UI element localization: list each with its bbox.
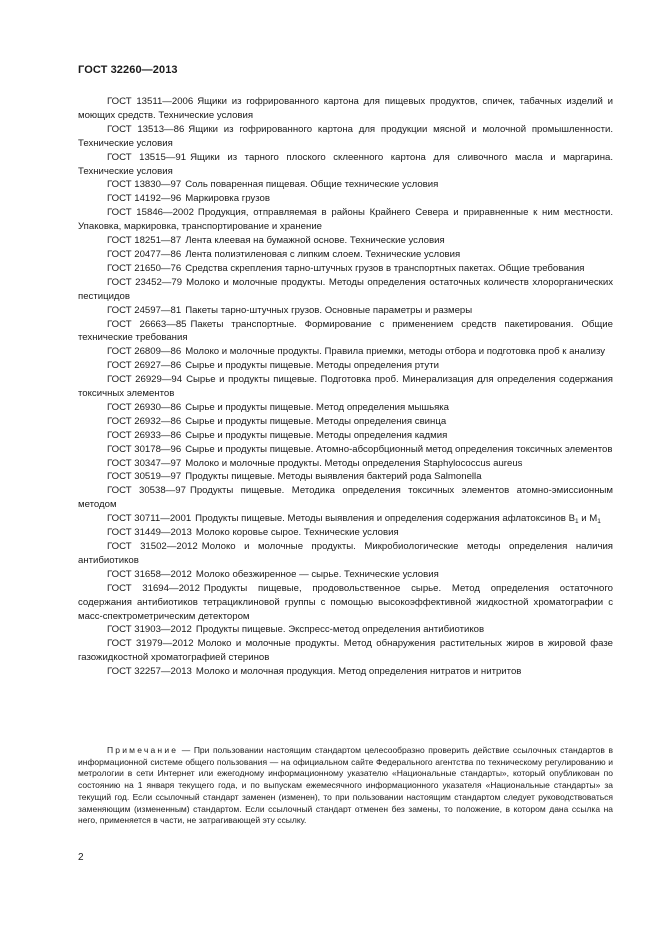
reference-code: ГОСТ 14192—96 (107, 193, 182, 205)
reference-code: ГОСТ 26809—86 (107, 346, 182, 358)
reference-title: Сырье и продукты пищевые. Методы определения кадмия (185, 429, 448, 441)
reference-code: ГОСТ 26927—86 (107, 360, 182, 372)
reference-item (78, 262, 613, 276)
reference-item (78, 206, 613, 234)
reference-title: Продукты пищевые, продовольственное сырье. Метод определения остаточного содержания антибиотиков тетрациклиновой группы с помощью высокоэффективной жидкостной хроматографии с масс-спектрометрическим детектором (78, 582, 614, 622)
reference-code: ГОСТ 26932—86 (107, 415, 182, 427)
reference-title: Продукты пищевые. Экспресс-метод определения антибиотиков (195, 624, 485, 636)
subscript: 1 (574, 518, 579, 526)
reference-item (78, 192, 613, 206)
reference-item (78, 276, 613, 304)
reference-title: Молоко и молочные продукты. Методы определения остаточных количеств хлорорганических пестицидов (78, 276, 614, 302)
reference-item (78, 623, 613, 637)
reference-title: Пакеты тарно-штучных грузов. Основные параметры и размеры (185, 304, 473, 316)
page-number: 2 (78, 852, 84, 863)
reference-code: ГОСТ 13511—2006 (107, 96, 194, 107)
reference-title: Молоко коровье сырое. Технические условия (195, 527, 399, 539)
reference-code: ГОСТ 24597—81 (107, 304, 182, 316)
reference-item (78, 373, 613, 401)
reference-title: Молоко и молочные продукты. Правила приемки, методы отбора и подготовка проб к анализу (185, 346, 606, 358)
reference-code: ГОСТ 30538—97 (107, 485, 186, 497)
reference-code: ГОСТ 13513—86 (107, 123, 185, 135)
reference-item (78, 304, 613, 318)
reference-title: Ящики из гофрированного картона для пищевых продуктов, спичек, табачных изделий и моющих средств. Технические условия (78, 96, 613, 121)
reference-item (78, 151, 613, 179)
reference-item (78, 665, 613, 679)
reference-code: ГОСТ 15846—2002 (107, 207, 194, 219)
reference-code: ГОСТ 18251—87 (107, 235, 182, 247)
reference-item (78, 512, 613, 526)
note-label: Примечание (107, 745, 179, 755)
reference-code: ГОСТ 31979—2012 (107, 638, 194, 650)
reference-code: ГОСТ 31449—2013 (107, 527, 192, 539)
reference-item (78, 415, 613, 429)
reference-item (78, 401, 613, 415)
reference-code: ГОСТ 20477—86 (107, 248, 182, 260)
reference-title: Продукты пищевые. Методика определения токсичных элементов атомно-эмиссионным методом (78, 485, 613, 511)
reference-title: Молоко обезжиренное — сырье. Технические условия (195, 568, 439, 580)
normative-references-list (78, 95, 613, 679)
reference-title: Молоко и молочные продукты. Микробиологические методы определения наличия антибиотиков (78, 541, 613, 566)
reference-code: ГОСТ 26933—86 (107, 429, 182, 441)
reference-item (78, 429, 613, 443)
reference-title: Продукты пищевые. Методы выявления и определения содержания афлатоксинов B (195, 513, 575, 525)
reference-code: ГОСТ 31658—2012 (107, 568, 192, 580)
reference-code: ГОСТ 31502—2012 (107, 541, 198, 552)
reference-title: Продукты пищевые. Методы выявления бактерий рода Salmonella (185, 471, 482, 483)
reference-title: Соль поваренная пищевая. Общие технические условия (185, 179, 439, 191)
reference-code: ГОСТ 32257—2013 (107, 666, 192, 678)
reference-code: ГОСТ 30178—96 (107, 443, 182, 455)
reference-code: ГОСТ 26929—94 (107, 374, 183, 386)
reference-item (78, 582, 613, 624)
reference-item (78, 484, 613, 512)
reference-code: ГОСТ 30347—97 (107, 457, 182, 469)
reference-title: Молоко и молочные продукты. Методы определения Staphylococcus aureus (185, 457, 523, 469)
reference-item (78, 345, 613, 359)
reference-code: ГОСТ 30711—2001 (107, 513, 192, 525)
document-header: ГОСТ 32260—2013 (78, 64, 178, 76)
subscript: 1 (597, 518, 601, 526)
reference-title: Ящики из тарного плоского склеенного картона для сливочного масла и маргарина. Технические условия (78, 151, 613, 177)
reference-item (78, 470, 613, 484)
reference-item (78, 95, 613, 123)
reference-code: ГОСТ 26663—85 (107, 318, 187, 330)
reference-item (78, 526, 613, 540)
reference-item (78, 568, 613, 582)
reference-code: ГОСТ 13830—97 (107, 179, 182, 191)
reference-item (78, 248, 613, 262)
note-paragraph (78, 745, 613, 827)
reference-title: Сырье и продукты пищевые. Методы определения свинца (185, 415, 447, 427)
reference-code: ГОСТ 26930—86 (107, 401, 182, 413)
reference-item (78, 443, 613, 457)
reference-item (78, 123, 613, 151)
reference-title: Ящики из гофрированного картона для продукции мясной и молочной промышленности. Технические условия (78, 123, 613, 149)
reference-title: Сырье и продукты пищевые. Атомно-абсорбционный метод определения токсичных элементов (185, 443, 613, 455)
reference-item (78, 318, 613, 346)
reference-item (78, 178, 613, 192)
reference-item (78, 457, 613, 471)
reference-title-cont: и M (578, 513, 598, 525)
reference-code: ГОСТ 30519—97 (107, 471, 182, 483)
reference-title: Продукция, отправляемая в районы Крайнего Севера и приравненные к ним местности. Упаковка, маркировка, транспортирование и хранение (78, 207, 613, 233)
reference-title: Лента полиэтиленовая с липким слоем. Технические условия (185, 248, 461, 260)
reference-code: ГОСТ 31903—2012 (107, 624, 192, 636)
reference-title: Пакеты транспортные. Формирование с применением средств пакетирования. Общие технические требования (78, 318, 613, 344)
reference-item (78, 234, 613, 248)
reference-title: Сырье и продукты пищевые. Подготовка проб. Минерализация для определения содержания токсичных элементов (78, 374, 613, 400)
reference-title: Молоко и молочные продукты. Метод обнаружения растительных жиров в жировой фазе газожидкостной хроматографией стеринов (78, 638, 613, 664)
reference-title: Сырье и продукты пищевые. Методы определения ртути (185, 360, 439, 372)
reference-code: ГОСТ 23452—79 (107, 276, 183, 288)
reference-title: Молоко и молочная продукция. Метод определения нитратов и нитритов (195, 666, 522, 678)
reference-title: Лента клеевая на бумажной основе. Технические условия (185, 235, 445, 247)
reference-title: Средства скрепления тарно-штучных грузов в транспортных пакетах. Общие требования (185, 262, 585, 274)
note-text: — При пользовании настоящим стандартом целесообразно проверить действие ссылочных стандартов в информационной системе общего пользования — на официальном сайте Федерального агентства по техническому регулированию и метрологии в сети Интернет или ежегодному информационному указателю «Национальные стандарты», который опубликован по состоянию на 1 января текущего года, и по выпускам ежемесячного информационного указателя «Национальные стандарты» за текущий год. Если ссылочный стандарт заменен (изменен), то при пользовании настоящим стандартом следует руководствоваться заменяющим (измененным) стандартом. Если ссылочный стандарт отменен без замены, то положение, в котором дана ссылка на него, применяется в части, не затрагивающей эту ссылку. (78, 745, 613, 826)
reference-item (78, 540, 613, 568)
reference-code: ГОСТ 31694—2012 (107, 582, 200, 594)
reference-item (78, 637, 613, 665)
reference-title: Сырье и продукты пищевые. Метод определения мышьяка (185, 401, 450, 413)
reference-code: ГОСТ 13515—91 (107, 151, 187, 163)
reference-item (78, 359, 613, 373)
reference-title: Маркировка грузов (185, 193, 270, 205)
reference-code: ГОСТ 21650—76 (107, 262, 182, 274)
